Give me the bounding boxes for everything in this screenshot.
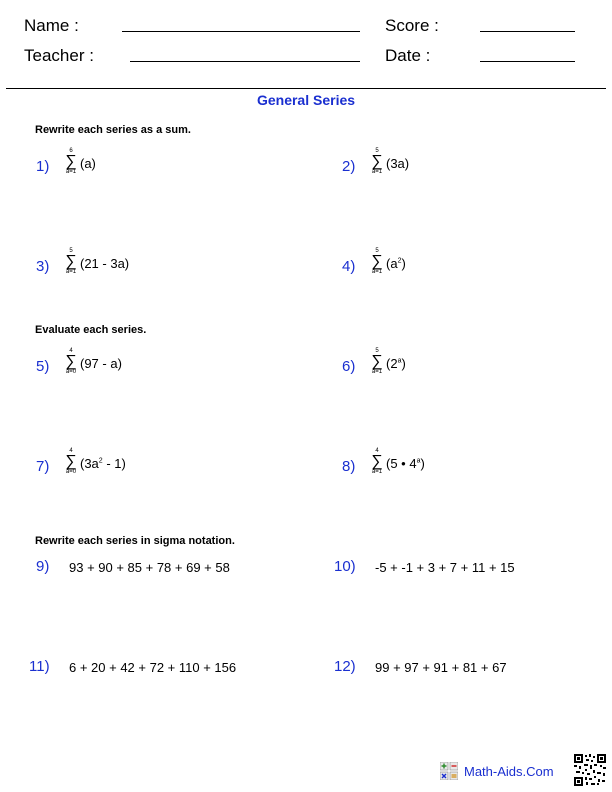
sigma-symbol: 5 ∑ a=1 <box>369 248 385 276</box>
problem-number: 11) <box>29 658 50 675</box>
lower-limit: a=1 <box>65 169 77 175</box>
series-expression: (3a) <box>386 156 410 171</box>
upper-limit: 4 <box>375 448 379 454</box>
date-field[interactable] <box>480 61 575 62</box>
problem-number: 4) <box>342 258 356 275</box>
problem-number: 5) <box>36 358 50 375</box>
calculator-icon <box>440 762 458 780</box>
series-expression: (21 - 3a) <box>80 256 130 271</box>
name-field[interactable] <box>122 31 360 32</box>
page-title: General Series <box>256 92 356 108</box>
series-expression: (a) <box>80 156 96 171</box>
upper-limit: 5 <box>375 148 379 154</box>
header-divider <box>6 88 606 89</box>
lower-limit: a=1 <box>371 169 383 175</box>
score-label: Score : <box>385 16 439 35</box>
name-label: Name : <box>24 16 79 35</box>
score-field[interactable] <box>480 31 575 32</box>
problem-number: 2) <box>342 158 356 175</box>
sigma-symbol: 4 ∑ a=0 <box>63 448 79 476</box>
series-expression: $(3a^2 - 1)$ <box>80 456 126 471</box>
series-expression: (2$^a$) <box>386 356 406 371</box>
problem-number: 3) <box>36 258 50 275</box>
upper-limit: 5 <box>375 248 379 254</box>
section-heading-sigma: Rewrite each series in sigma notation. <box>35 535 235 547</box>
upper-limit: 4 <box>69 348 73 354</box>
series-terms: 6 + 20 + 42 + 72 + 110 + 156 <box>69 660 237 675</box>
problem-number: 10) <box>334 558 356 575</box>
upper-limit: 5 <box>69 248 73 254</box>
problem-number: 12) <box>334 658 356 675</box>
teacher-field[interactable] <box>130 61 360 62</box>
lower-limit: a=0 <box>65 369 77 375</box>
upper-limit: 6 <box>69 148 73 154</box>
problem-number: 7) <box>36 458 50 475</box>
series-terms: 99 + 97 + 91 + 81 + 67 <box>375 660 507 675</box>
lower-limit: a=1 <box>65 269 77 275</box>
problem-number: 8) <box>342 458 356 475</box>
series-expression: (5 • 4$^a$) <box>386 456 425 471</box>
problem-number: 6) <box>342 358 356 375</box>
section-heading-sum: Rewrite each series as a sum. <box>35 124 191 136</box>
series-expression: $(a^2)$ <box>386 256 406 271</box>
sigma-symbol: 6 ∑ a=1 <box>63 148 79 176</box>
sigma-symbol: 5 ∑ a=1 <box>369 348 385 376</box>
lower-limit: a=1 <box>371 369 383 375</box>
series-terms: 93 + 90 + 85 + 78 + 69 + 58 <box>69 560 230 575</box>
sigma-symbol: 5 ∑ a=1 <box>63 248 79 276</box>
qr-code-icon <box>574 754 606 786</box>
problem-number: 9) <box>36 558 50 575</box>
site-logo-text[interactable]: Math-Aids.Com <box>464 764 554 779</box>
sigma-symbol: 5 ∑ a=1 <box>369 148 385 176</box>
series-terms: -5 + -1 + 3 + 7 + 11 + 15 <box>375 560 515 575</box>
lower-limit: a=1 <box>371 269 383 275</box>
series-expression: (97 - a) <box>80 356 122 371</box>
section-heading-evaluate: Evaluate each series. <box>35 324 147 336</box>
upper-limit: 5 <box>375 348 379 354</box>
teacher-label: Teacher : <box>24 46 94 65</box>
date-label: Date : <box>385 46 431 65</box>
problem-number: 1) <box>36 158 50 175</box>
upper-limit: 4 <box>69 448 73 454</box>
sigma-symbol: 4 ∑ a=1 <box>369 448 385 476</box>
lower-limit: a=1 <box>371 469 383 475</box>
sigma-symbol: 4 ∑ a=0 <box>63 348 79 376</box>
lower-limit: a=0 <box>65 469 77 475</box>
